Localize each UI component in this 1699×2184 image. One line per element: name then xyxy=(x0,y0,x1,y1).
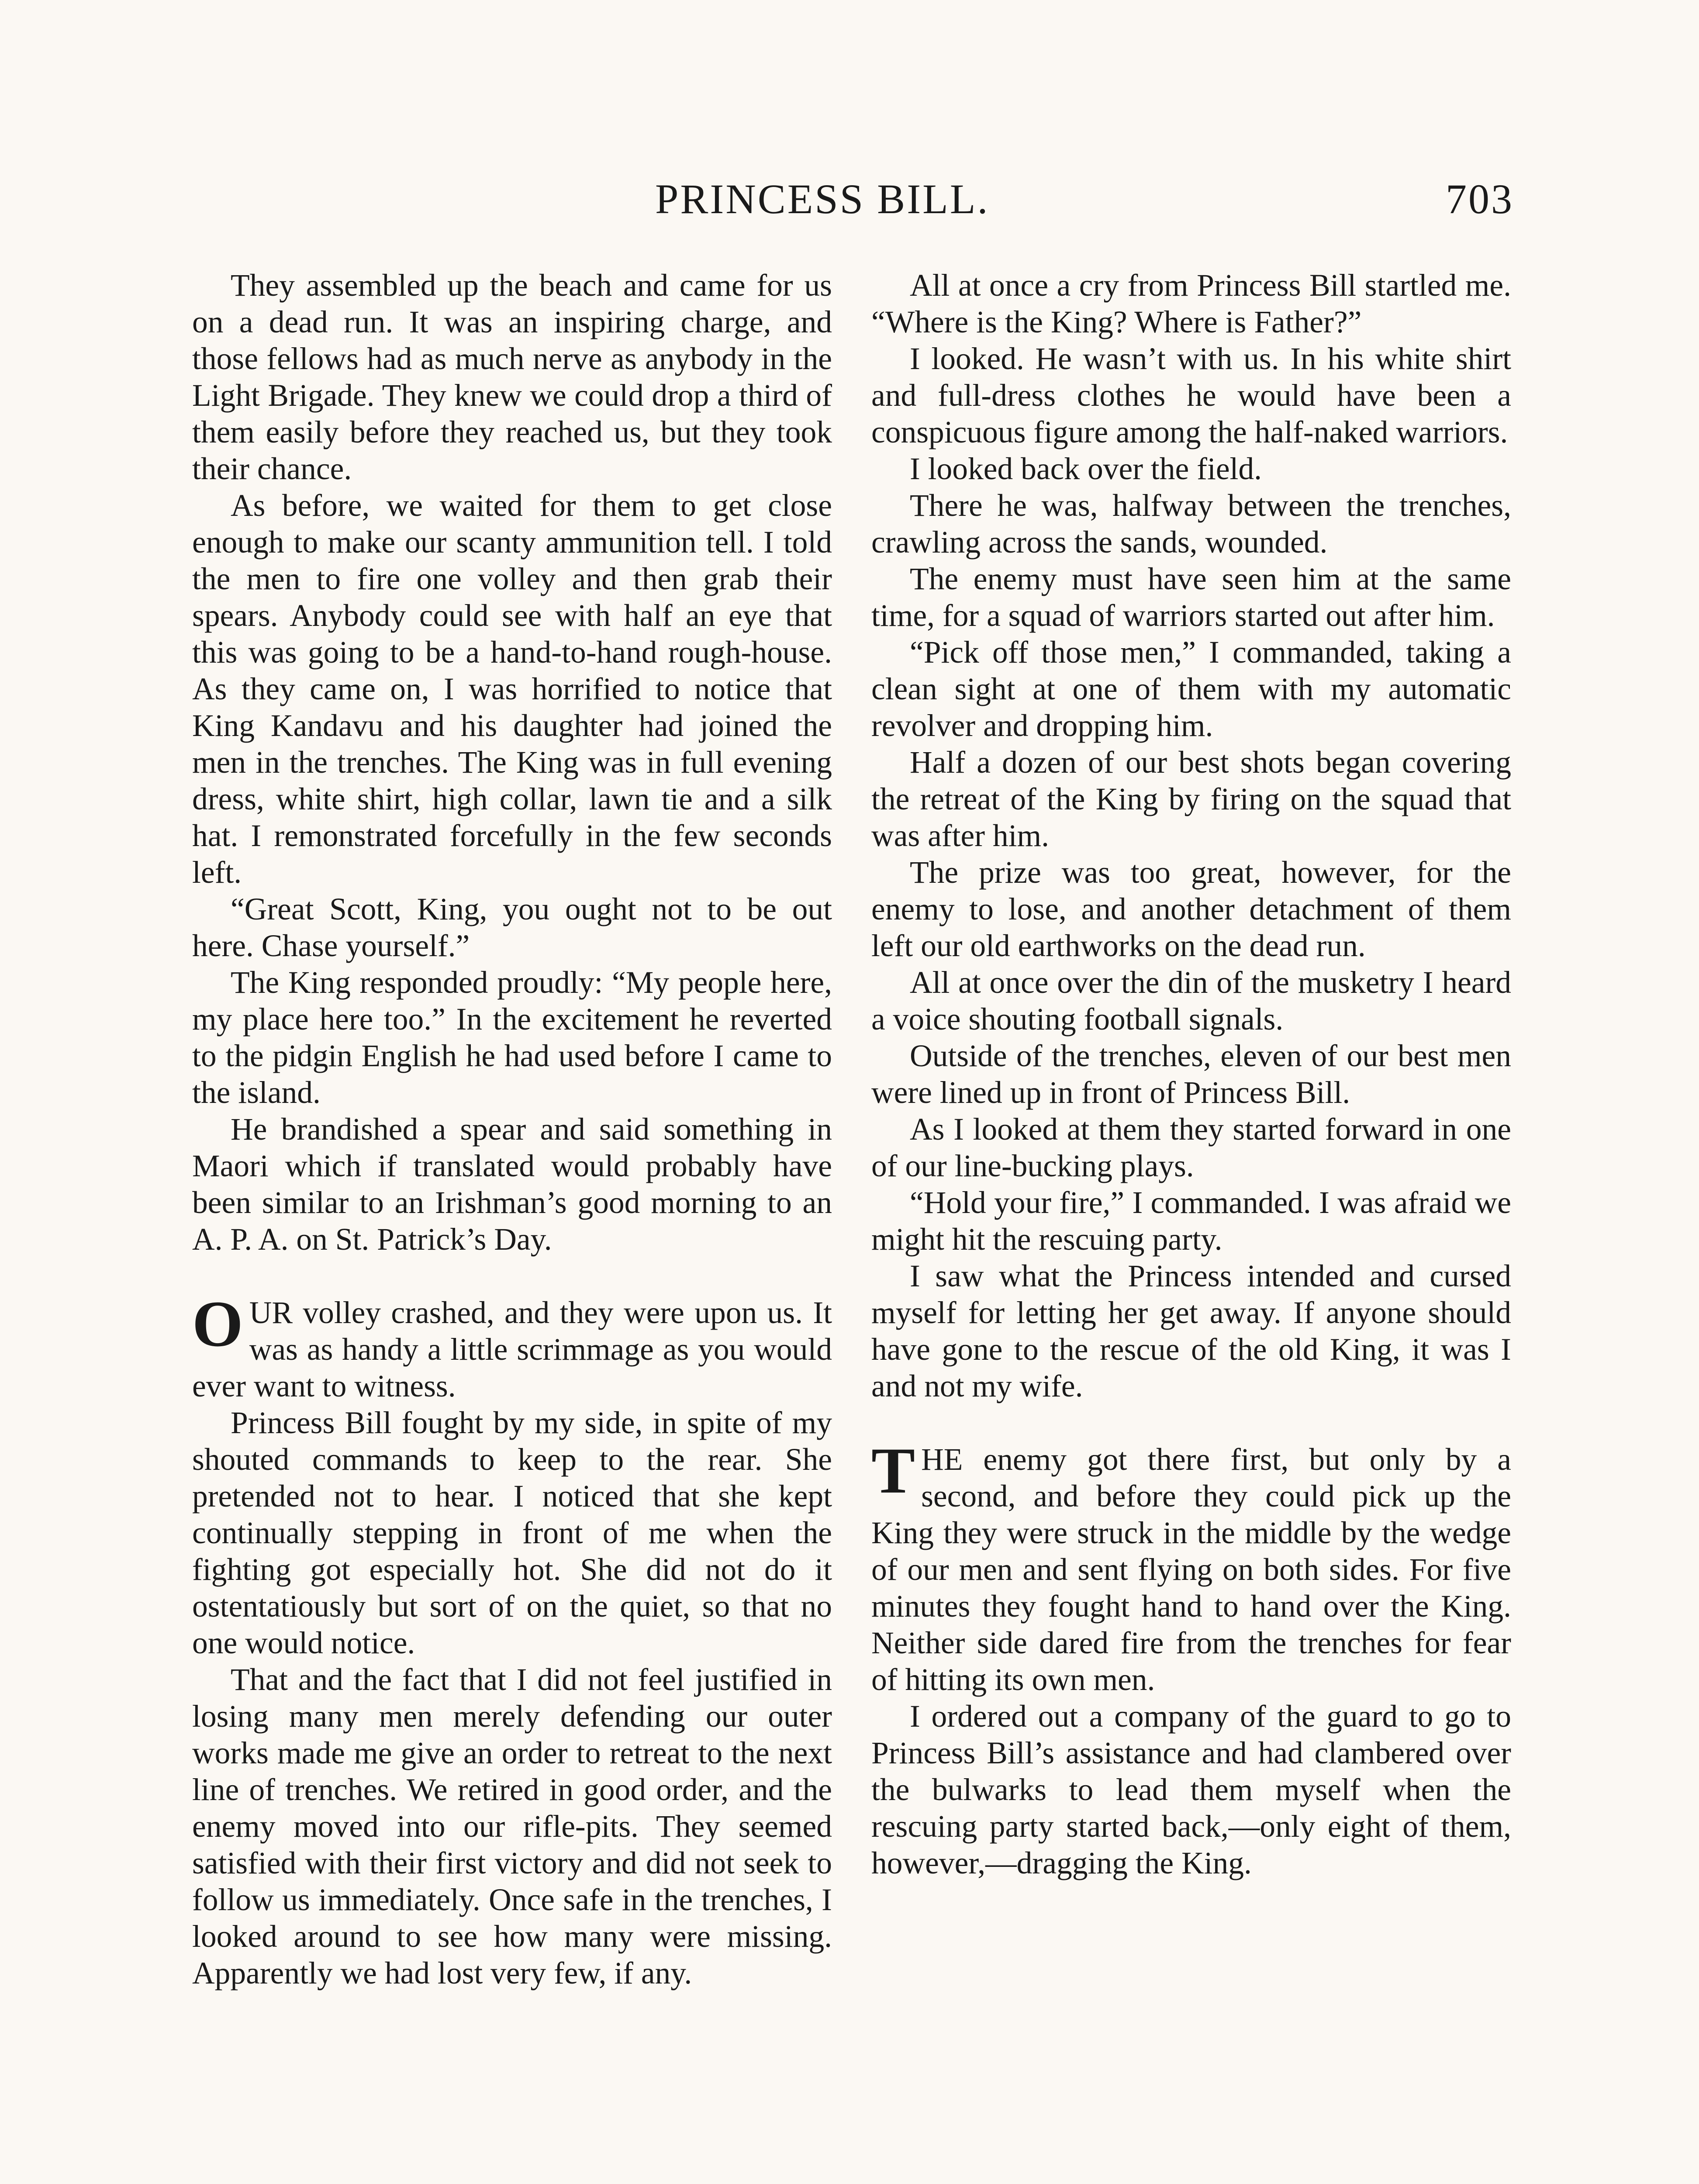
paragraph: “Pick off those men,” I commanded, taking a clean sight at one of them with my automatic revolver and dropping him. xyxy=(871,635,1511,743)
paragraph: I ordered out a company of the guard to go to Princess Bill’s assistance and had clambered over the bulwarks to lead them myself when the rescuing party started back,—only eight of them, however,—dragging the King. xyxy=(871,1699,1511,1880)
paragraph: I looked back over the field. xyxy=(910,452,1262,486)
paragraph: As before, we waited for them to get close enough to make our scanty ammunition tell. I told the men to fire one volley and then grab their spears. Anybody could see with half an eye that this was going to be a hand-to-hand rough-house. As they came on, I was horrified to notice that King Kandavu and his daughter had joined the men in the trenches. The King was in full evening dress, white shirt, high collar, lawn tie and a silk hat. I remonstrated forcefully in the few seconds left. xyxy=(192,488,832,890)
paragraph: As I looked at them they started forward in one of our line-bucking plays. xyxy=(871,1112,1511,1183)
running-title: PRINCESS BILL. xyxy=(655,176,990,222)
paragraph: All at once over the din of the musketry I heard a voice shouting football signals. xyxy=(871,965,1511,1037)
paragraph: Half a dozen of our best shots began covering the retreat of the King by firing on the squad that was after him. xyxy=(871,745,1511,853)
section-opening-paragraph xyxy=(871,1434,1511,1698)
paragraph: Princess Bill fought by my side, in spite of my shouted commands to keep to the rear. She pretended not to hear. I noticed that she kept continually stepping in front of me when the fighting got especially hot. She did not do it ostentatiously but sort of on the quiet, so that no one would notice. xyxy=(192,1406,832,1660)
section-opening-text: UR volley crashed, and they were upon us. It was as handy a little scrimmage as you would ever want to witness. xyxy=(192,1296,832,1403)
paragraph: They assembled up the beach and came for us on a dead run. It was an inspiring charge, and those fellows had as much nerve as anybody in the Light Brigade. They knew we could drop a third of them easily before they reached us, but they took their chance. xyxy=(192,268,832,486)
paragraph: “Great Scott, King, you ought not to be out here. Chase yourself.” xyxy=(192,892,832,963)
paragraph: He brandished a spear and said something in Maori which if translated would probably have been similar to an Irishman’s good morning to an A. P. A. on St. Patrick’s Day. xyxy=(192,1112,832,1257)
paragraph: The enemy must have seen him at the same time, for a squad of warriors started out after him. xyxy=(871,562,1511,633)
section-opening-text: HE enemy got there first, but only by a second, and before they could pick up the King they were struck in the middle by the wedge of our men and sent flying on both sides. For five minutes they fought hand to hand over the King. Neither side dared fire from the trenches for fear of hitting its own men. xyxy=(871,1442,1511,1697)
paragraph: I saw what the Princess intended and cursed myself for letting her get away. If anyone should have gone to the rescue of the old King, it was I and not my wife. xyxy=(871,1259,1511,1403)
paragraph: The King responded proudly: “My people here, my place here too.” In the excitement he reverted to the pidgin English he had used before I came to the island. xyxy=(192,965,832,1110)
paragraph: That and the fact that I did not feel justified in losing many men merely defending our outer works made me give an order to retreat to the next line of trenches. We retired in good order, and the enemy moved into our rifle-pits. They seemed satisfied with their first victory and did not seek to follow us immediately. Once safe in the trenches, I looked around to see how many were missing. Apparently we had lost very few, if any. xyxy=(192,1662,832,1990)
drop-cap: O xyxy=(192,1288,243,1360)
paragraph: Outside of the trenches, eleven of our best men were lined up in front of Princess Bill. xyxy=(871,1039,1511,1110)
page-number: 703 xyxy=(1446,176,1514,222)
section-opening-paragraph xyxy=(192,1288,832,1405)
paragraph: All at once a cry from Princess Bill startled me. “Where is the King? Where is Father?” xyxy=(871,268,1511,339)
left-column xyxy=(192,267,832,1992)
right-column xyxy=(871,267,1511,1882)
paragraph: I looked. He wasn’t with us. In his white shirt and full-dress clothes he would have been a conspicuous figure among the half-naked warriors. xyxy=(871,342,1511,449)
paragraph: The prize was too great, however, for the enemy to lose, and another detachment of them left our old earthworks on the dead run. xyxy=(871,855,1511,963)
paragraph: “Hold your fire,” I commanded. I was afraid we might hit the rescuing party. xyxy=(871,1185,1511,1257)
drop-cap: T xyxy=(871,1434,915,1507)
paragraph: There he was, halfway between the trenches, crawling across the sands, wounded. xyxy=(871,488,1511,560)
